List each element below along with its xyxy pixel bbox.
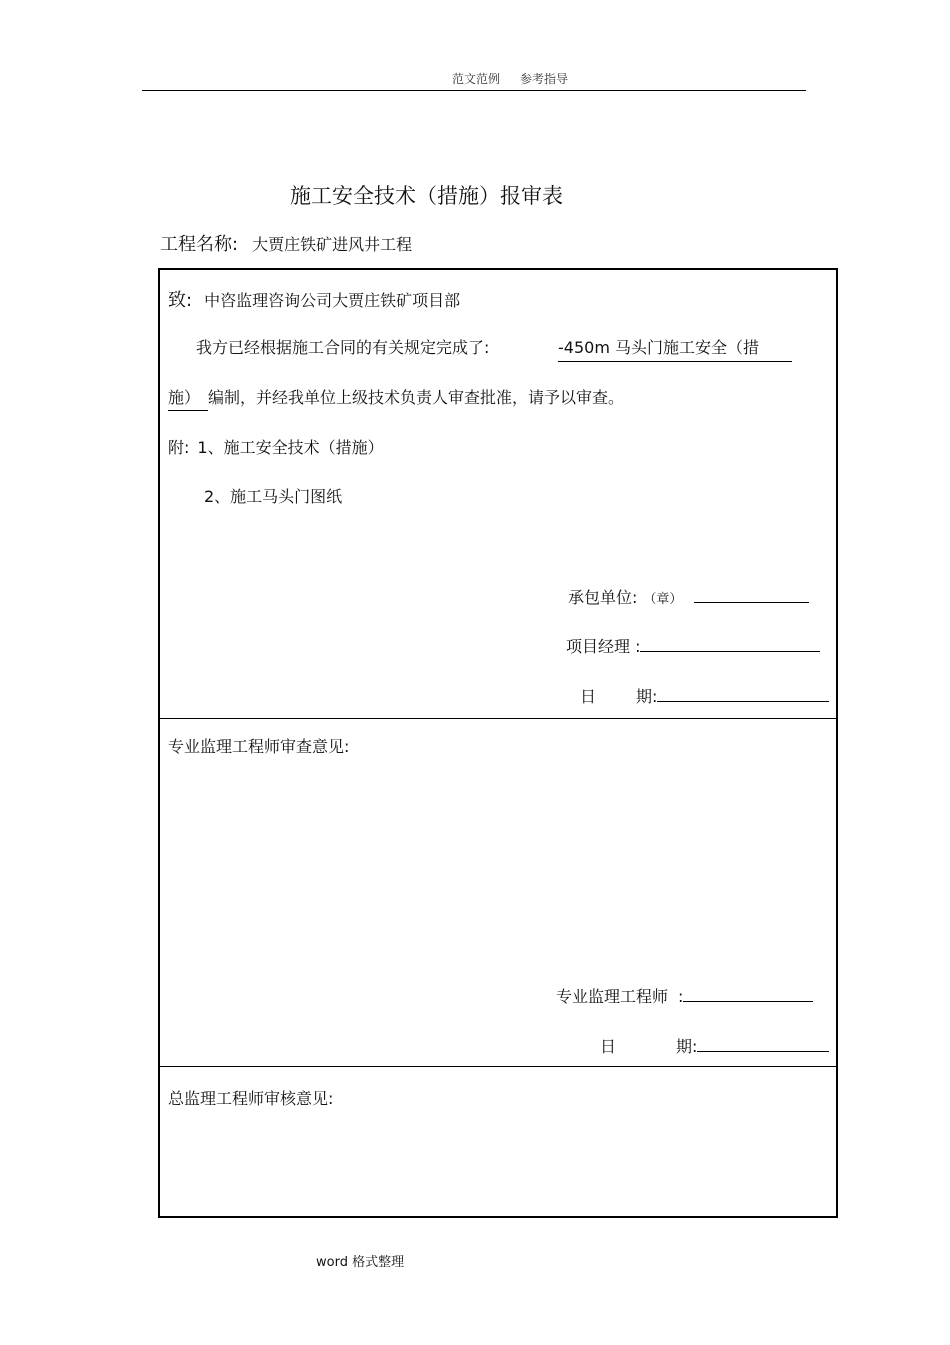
- engineer-label: 专业监理工程师: [556, 987, 669, 1006]
- statement-line-2: [168, 385, 624, 411]
- contractor-label: 承包单位:: [568, 588, 638, 607]
- statement-fill-2: 施）: [168, 385, 208, 411]
- attach-1-text: 1、施工安全技术（措施）: [197, 438, 384, 457]
- seal-note: （章）: [643, 592, 683, 607]
- date2-label-ri: 日: [600, 1037, 617, 1056]
- attach-label: 附:: [168, 438, 190, 457]
- date-label-ri: 日: [580, 687, 597, 706]
- statement-rest: 编制，并经我单位上级技术负责人审查批准，请予以审查。: [208, 388, 625, 407]
- attachment-2: 2、施工马头门图纸: [204, 487, 343, 506]
- to-label: 致:: [168, 290, 193, 311]
- date-line-2: [600, 1034, 829, 1057]
- project-label: 工程名称:: [160, 234, 239, 255]
- attachment-1: [168, 435, 384, 458]
- header-left: 范文范例: [452, 72, 501, 86]
- contractor-line: [568, 585, 809, 608]
- contractor-signature-line: [694, 588, 809, 603]
- chief-review-heading: 总监理工程师审核意见:: [168, 1089, 334, 1108]
- addressee-line: [168, 286, 460, 312]
- engineer-signature-line: [683, 987, 813, 1002]
- manager-label: 项目经理 :: [566, 637, 641, 656]
- date-label-qi: 期:: [636, 687, 658, 706]
- statement-fill-1: -450m 马头门施工安全（措: [558, 335, 792, 362]
- manager-line: [566, 634, 820, 657]
- page-title: 施工安全技术（措施）报审表: [290, 184, 563, 208]
- header-right: 参考指导: [520, 72, 569, 86]
- engineer-sign-line: [556, 984, 813, 1007]
- review-form: [158, 268, 838, 1218]
- date-signature-line-2: [697, 1037, 829, 1052]
- date2-label-qi: 期:: [676, 1037, 698, 1056]
- date-line-1: [580, 684, 829, 707]
- page-header: [452, 70, 568, 87]
- page-footer: word 格式整理: [316, 1255, 405, 1270]
- engineer-review-heading: 专业监理工程师审查意见:: [168, 737, 350, 756]
- statement-lead: 我方已经根据施工合同的有关规定完成了:: [196, 338, 490, 357]
- engineer-colon: :: [678, 987, 684, 1006]
- project-value: 大贾庄铁矿进风井工程: [252, 235, 413, 254]
- date-signature-line-1: [657, 687, 829, 702]
- header-rule: [142, 90, 806, 91]
- project-name-line: [160, 230, 412, 256]
- submission-section: [160, 270, 836, 719]
- engineer-review-section: [160, 720, 836, 1067]
- to-value: 中咨监理咨询公司大贾庄铁矿项目部: [204, 291, 461, 310]
- manager-signature-line: [640, 637, 820, 652]
- chief-review-section: [160, 1068, 836, 1216]
